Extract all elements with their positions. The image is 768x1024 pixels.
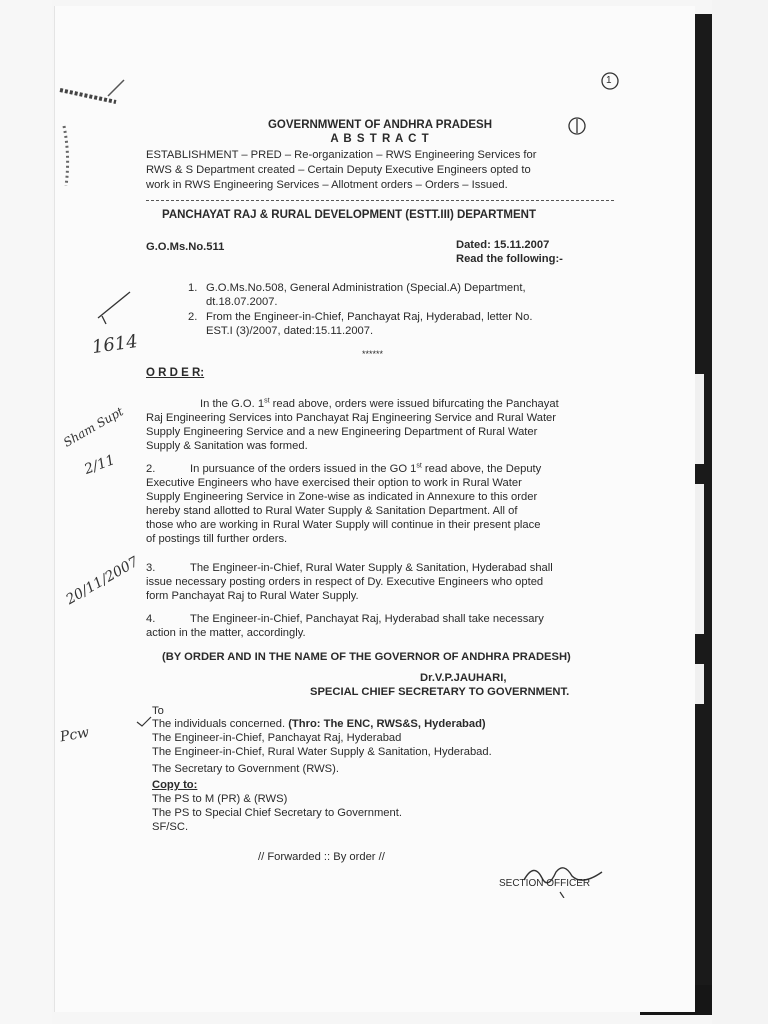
reference-1-num: 1. bbox=[188, 282, 198, 294]
para1-line2: Raj Engineering Services into Panchayat Raj Engineering Service and Rural Water bbox=[146, 412, 557, 424]
recipient-3: The Engineer-in-Chief, Rural Water Supply & Sanitation, Hyderabad. bbox=[152, 746, 492, 758]
para3-line3: form Panchayat Raj to Rural Water Supply. bbox=[146, 590, 359, 602]
para4-line1: The Engineer-in-Chief, Panchayat Raj, Hyderabad shall take necessary bbox=[190, 613, 544, 625]
para1-line3: Supply Engineering Service and a new Engineering Department of Rural Water bbox=[146, 426, 538, 438]
recipient-1: The individuals concerned. (Thro: The ENC, RWS&S, Hyderabad) bbox=[152, 718, 486, 730]
para1-line4: Supply & Sanitation was formed. bbox=[146, 440, 308, 452]
check-mark bbox=[136, 716, 152, 728]
copy-to-label: Copy to: bbox=[152, 779, 198, 791]
scan-right-margin bbox=[712, 0, 768, 1024]
stars-divider: ****** bbox=[362, 349, 384, 359]
order-heading: O R D E R: bbox=[146, 367, 205, 379]
recipient-2: The Engineer-in-Chief, Panchayat Raj, Hyderabad bbox=[152, 732, 402, 744]
section-officer-label: SECTION OFFICER bbox=[499, 878, 591, 889]
para3-line2: issue necessary posting orders in respect of Dy. Executive Engineers who opted bbox=[146, 576, 544, 588]
govt-heading: GOVERNMWENT OF ANDHRA PRADESH bbox=[267, 119, 493, 131]
to-label: To bbox=[152, 705, 164, 717]
margin-tick-mark bbox=[96, 290, 136, 330]
subject-line-2: RWS & S Department created – Certain Deputy Executive Engineers opted to bbox=[146, 164, 531, 176]
para2-line2: Executive Engineers who have exercised their option to work in Rural Water bbox=[146, 477, 522, 489]
subject-line-3: work in RWS Engineering Services – Allotment orders – Orders – Issued. bbox=[146, 179, 508, 191]
staple-mark bbox=[58, 76, 128, 186]
page-number-mark: 1 bbox=[606, 75, 612, 86]
copy-1: The PS to M (PR) & (RWS) bbox=[152, 793, 288, 805]
para2-line6: of postings till further orders. bbox=[146, 533, 288, 545]
signatory-title: SPECIAL CHIEF SECRETARY TO GOVERNMENT. bbox=[310, 686, 570, 698]
para3-num: 3. bbox=[146, 562, 156, 574]
signatory-name: Dr.V.P.JAUHARI, bbox=[420, 672, 507, 684]
dated: Dated: 15.11.2007 bbox=[456, 239, 550, 251]
para2-num: 2. bbox=[146, 463, 156, 475]
reference-2-line2: EST.I (3)/2007, dated:15.11.2007. bbox=[206, 325, 374, 337]
department-heading: PANCHAYAT RAJ & RURAL DEVELOPMENT (ESTT.III) DEPARTMENT bbox=[162, 209, 536, 221]
forwarded-line: // Forwarded :: By order // bbox=[258, 851, 385, 863]
go-number: G.O.Ms.No.511 bbox=[146, 241, 225, 253]
read-following: Read the following:- bbox=[456, 253, 563, 265]
stamp-circle bbox=[566, 115, 588, 137]
subject-line-1: ESTABLISHMENT – PRED – Re-organization – RWS Engineering Services for bbox=[146, 149, 537, 161]
para1-line1: In the G.O. 1st read above, orders were issued bifurcating the Panchayat bbox=[200, 397, 559, 410]
handwritten-number: 1614 bbox=[90, 330, 139, 359]
copy-3: SF/SC. bbox=[152, 821, 189, 833]
copy-2: The PS to Special Chief Secretary to Government. bbox=[152, 807, 402, 819]
scan-left-margin bbox=[0, 0, 52, 1024]
handwritten-pcw: Pcw bbox=[58, 724, 91, 746]
para2-line3: Supply Engineering Service in Zone-wise as indicated in Annexure to this order bbox=[146, 491, 538, 503]
para2-line4: hereby stand allotted to Rural Water Supply & Sanitation Department. All of bbox=[146, 505, 518, 517]
handwritten-supt-note: Sham Supt bbox=[60, 404, 126, 450]
by-order-line: (BY ORDER AND IN THE NAME OF THE GOVERNOR OF ANDHRA PRADESH) bbox=[162, 651, 571, 663]
abstract-heading: A B S T R A C T bbox=[330, 133, 430, 145]
handwritten-initials: 2/11 bbox=[82, 452, 118, 478]
reference-1-line2: dt.18.07.2007. bbox=[206, 296, 278, 308]
para3-line1: The Engineer-in-Chief, Rural Water Supply & Sanitation, Hyderabad shall bbox=[190, 562, 553, 574]
para2-line5: those who are working in Rural Water Supply will continue in their present place bbox=[146, 519, 541, 531]
reference-2-num: 2. bbox=[188, 311, 198, 323]
recipient-4: The Secretary to Government (RWS). bbox=[152, 763, 339, 775]
handwritten-date: 20/11/2007 bbox=[63, 553, 142, 609]
reference-1-line1: G.O.Ms.No.508, General Administration (Special.A) Department, bbox=[206, 282, 526, 294]
para4-line2: action in the matter, accordingly. bbox=[146, 627, 306, 639]
para2-line1: In pursuance of the orders issued in the GO 1st read above, the Deputy bbox=[190, 462, 542, 475]
header-separator bbox=[146, 200, 614, 201]
reference-2-line1: From the Engineer-in-Chief, Panchayat Raj, Hyderabad, letter No. bbox=[206, 311, 533, 323]
para4-num: 4. bbox=[146, 613, 156, 625]
